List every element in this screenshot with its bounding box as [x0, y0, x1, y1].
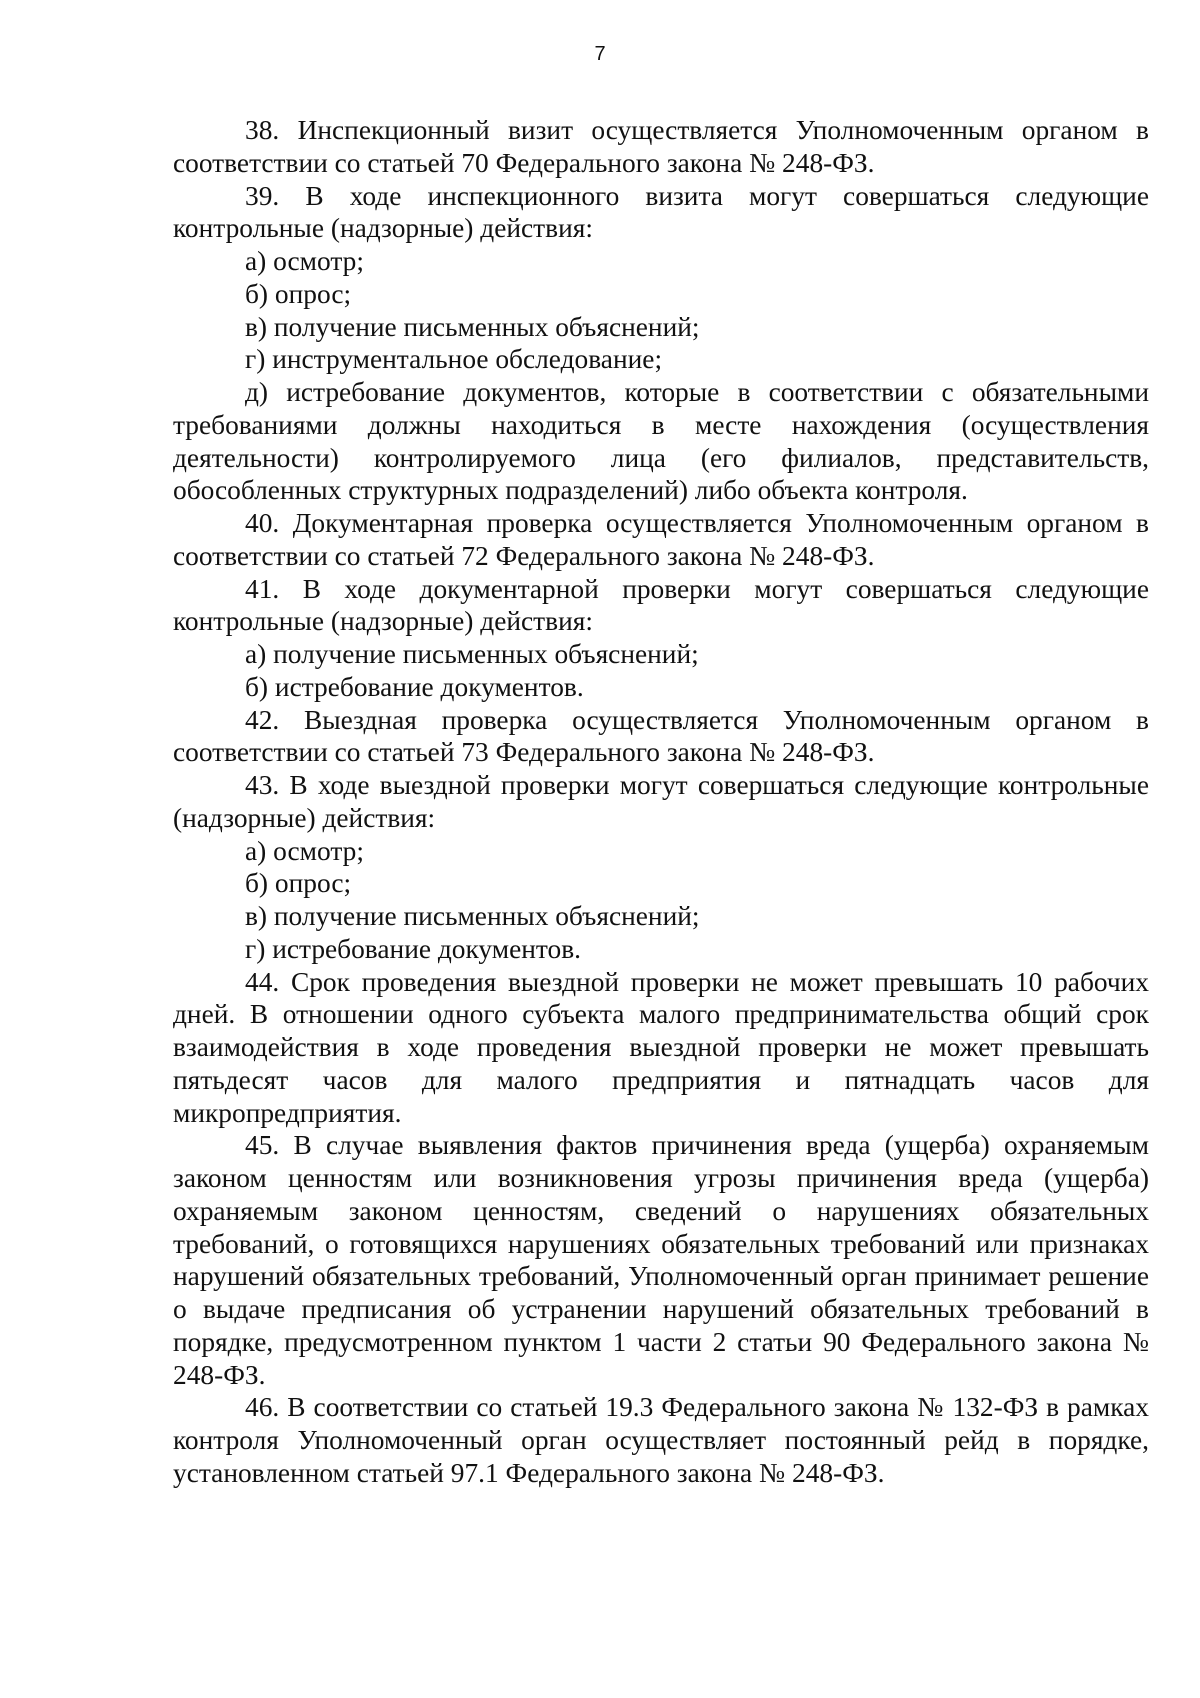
- paragraph-45: 45. В случае выявления фактов причинения вреда (ущерба) охраняемым законом ценностям или возникновения угрозы причинения вреда (ущерба) охраняемым законом ценностям, сведений о нарушениях обязательных требований, о готовящихся нарушениях обязательных требований или признаках нарушений обязательных требований, Уполномоченный орган принимает решение о выдаче предписания об устранении нарушений обязательных требований в порядке, предусмотренном пунктом 1 части 2 статьи 90 Федерального закона № 248-ФЗ.: [173, 1130, 1149, 1390]
- page-number: 7: [594, 43, 606, 65]
- list-item: г) истребование документов.: [245, 933, 581, 964]
- paragraph-44: 44. Срок проведения выездной проверки не может превышать 10 рабочих дней. В отношении одного субъекта малого предпринимательства общий срок взаимодействия в ходе проведения выездной проверки не может превышать пятьдесят часов для малого предприятия и пятнадцать часов для микропредприятия.: [173, 966, 1149, 1128]
- paragraph-42: 42. Выездная проверка осуществляется Уполномоченным органом в соответствии со статьей 73 Федерального закона № 248-ФЗ.: [173, 704, 1149, 768]
- paragraph-43: 43. В ходе выездной проверки могут совершаться следующие контрольные (надзорные) действия:: [173, 770, 1149, 833]
- list-item-long: д) истребование документов, которые в соответствии с обязательными требованиями должны находиться в месте нахождения (осуществления деятельности) контролируемого лица (его филиалов, представительств, обособленных структурных подразделений) либо объекта контроля.: [173, 377, 1149, 506]
- list-item: а) осмотр;: [245, 835, 364, 866]
- paragraph-39: 39. В ходе инспекционного визита могут совершаться следующие контрольные (надзорные) действия:: [173, 180, 1149, 244]
- paragraph-40: 40. Документарная проверка осуществляется Уполномоченным органом в соответствии со статьей 72 Федерального закона № 248-ФЗ.: [173, 508, 1149, 571]
- list-item: а) получение письменных объяснений;: [245, 639, 699, 669]
- list-item: б) истребование документов.: [245, 671, 584, 702]
- paragraph-41: 41. В ходе документарной проверки могут совершаться следующие контрольные (надзорные) действия:: [173, 573, 1149, 637]
- list-item: б) опрос;: [245, 278, 352, 309]
- list-item: г) инструментальное обследование;: [245, 344, 663, 375]
- paragraph-38: 38. Инспекционный визит осуществляется Уполномоченным органом в соответствии со статьей 70 Федерального закона № 248-ФЗ.: [173, 115, 1149, 178]
- list-item: б) опрос;: [245, 868, 352, 899]
- list-item: в) получение письменных объяснений;: [245, 901, 700, 931]
- list-item: а) осмотр;: [245, 246, 364, 276]
- paragraph-46: 46. В соответствии со статьей 19.3 Федерального закона № 132-ФЗ в рамках контроля Уполномоченный орган осуществляет постоянный рейд в порядке, установленном статьей 97.1 Федерального закона № 248-ФЗ.: [173, 1392, 1149, 1488]
- list-item: в) получение письменных объяснений;: [245, 311, 700, 342]
- document-body: [173, 114, 1149, 1490]
